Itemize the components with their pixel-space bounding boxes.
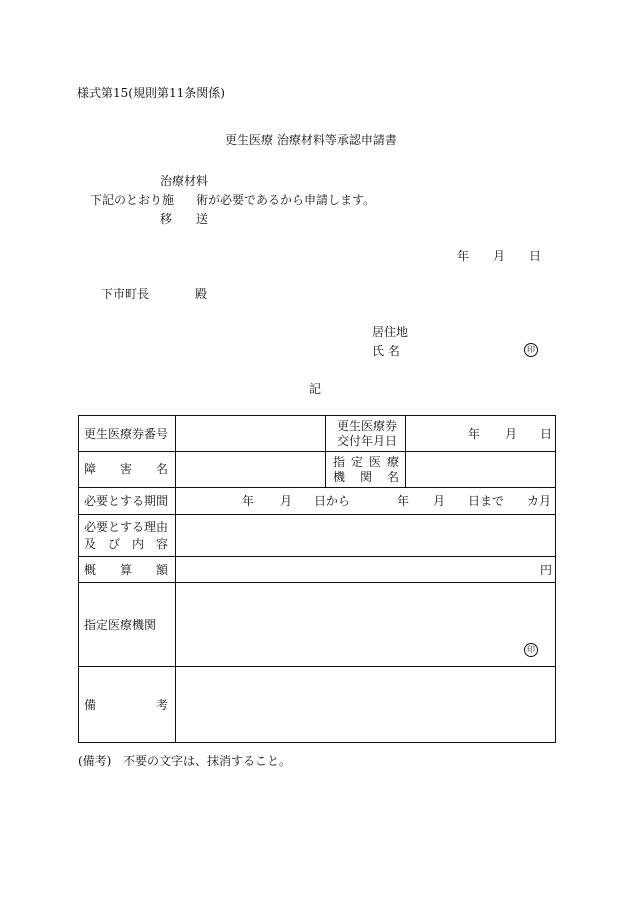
row-divider — [78, 556, 556, 557]
footnote-label: (備考) — [78, 754, 112, 768]
option-transport: 移 送 — [160, 212, 208, 226]
issue-month-label: 月 — [505, 427, 518, 441]
certificate-number-field[interactable] — [177, 417, 323, 449]
column-divider — [325, 415, 326, 487]
option-treatment-materials: 治療材料 — [160, 174, 209, 188]
applicant-address-label: 居住地 — [372, 325, 409, 339]
period-months-label: カ月 — [527, 494, 552, 508]
institution-seal-icon: 印 — [524, 643, 538, 657]
footnote-text: 不要の文字は、抹消すること。 — [123, 754, 292, 768]
estimated-cost-field[interactable] — [177, 558, 537, 580]
required-period-field[interactable] — [177, 489, 554, 512]
row-divider — [78, 487, 556, 488]
date-year-label: 年 — [457, 249, 470, 263]
record-label: 記 — [309, 382, 322, 396]
period-start-day-label: 日から — [314, 494, 351, 508]
issue-day-label: 日 — [540, 427, 553, 441]
certificate-number-label: 更生医療券番号 — [84, 427, 169, 441]
estimated-cost-label: 概 算 額 — [84, 563, 168, 577]
remarks-label: 備 考 — [84, 698, 168, 712]
period-start-month-label: 月 — [280, 494, 293, 508]
medical-institution-label-2: 機 関 名 — [333, 470, 399, 484]
document-title: 更生医療 治療材料等承認申請書 — [225, 133, 397, 147]
addressee-name: 下市町長 — [101, 287, 150, 301]
column-divider — [175, 415, 176, 743]
reason-field[interactable] — [177, 516, 554, 554]
disability-name-field[interactable] — [177, 453, 323, 485]
medical-institution-name-field[interactable] — [407, 453, 554, 485]
period-end-year-label: 年 — [397, 494, 410, 508]
request-statement: 術が必要であるから申請します。 — [196, 193, 376, 207]
designated-institution-field[interactable] — [177, 584, 554, 664]
required-period-label: 必要とする期間 — [84, 494, 169, 508]
request-intro: 下記のとおり施 — [90, 193, 175, 207]
period-end-month-label: 月 — [433, 494, 446, 508]
date-day-label: 日 — [529, 249, 542, 263]
period-end-day-label: 日まで — [468, 494, 505, 508]
yen-unit-label: 円 — [540, 563, 553, 577]
applicant-name-label: 氏 名 — [372, 344, 400, 358]
certificate-issue-date-label: 更生医療券 — [337, 419, 398, 433]
date-month-label: 月 — [493, 249, 506, 263]
column-divider — [405, 415, 406, 487]
row-divider — [78, 514, 556, 515]
period-start-year-label: 年 — [242, 494, 255, 508]
applicant-seal-icon: 印 — [524, 343, 538, 357]
issue-date-field[interactable] — [407, 417, 554, 449]
medical-institution-label: 指 定 医 療 — [333, 455, 399, 469]
issue-year-label: 年 — [468, 427, 481, 441]
disability-name-label: 障 害 名 — [84, 462, 168, 476]
reason-label-2: 及 び 内 容 — [84, 537, 168, 551]
form-number: 様式第15(規則第11条関係) — [77, 86, 225, 100]
row-divider — [78, 451, 556, 452]
certificate-issue-date-label-2: 交付年月日 — [337, 434, 398, 448]
row-divider — [78, 666, 556, 667]
remarks-field[interactable] — [177, 668, 554, 741]
designated-institution-label: 指定医療機関 — [84, 618, 157, 632]
addressee-honorific: 殿 — [195, 287, 208, 301]
reason-label: 必要とする理由 — [84, 520, 169, 534]
row-divider — [78, 582, 556, 583]
